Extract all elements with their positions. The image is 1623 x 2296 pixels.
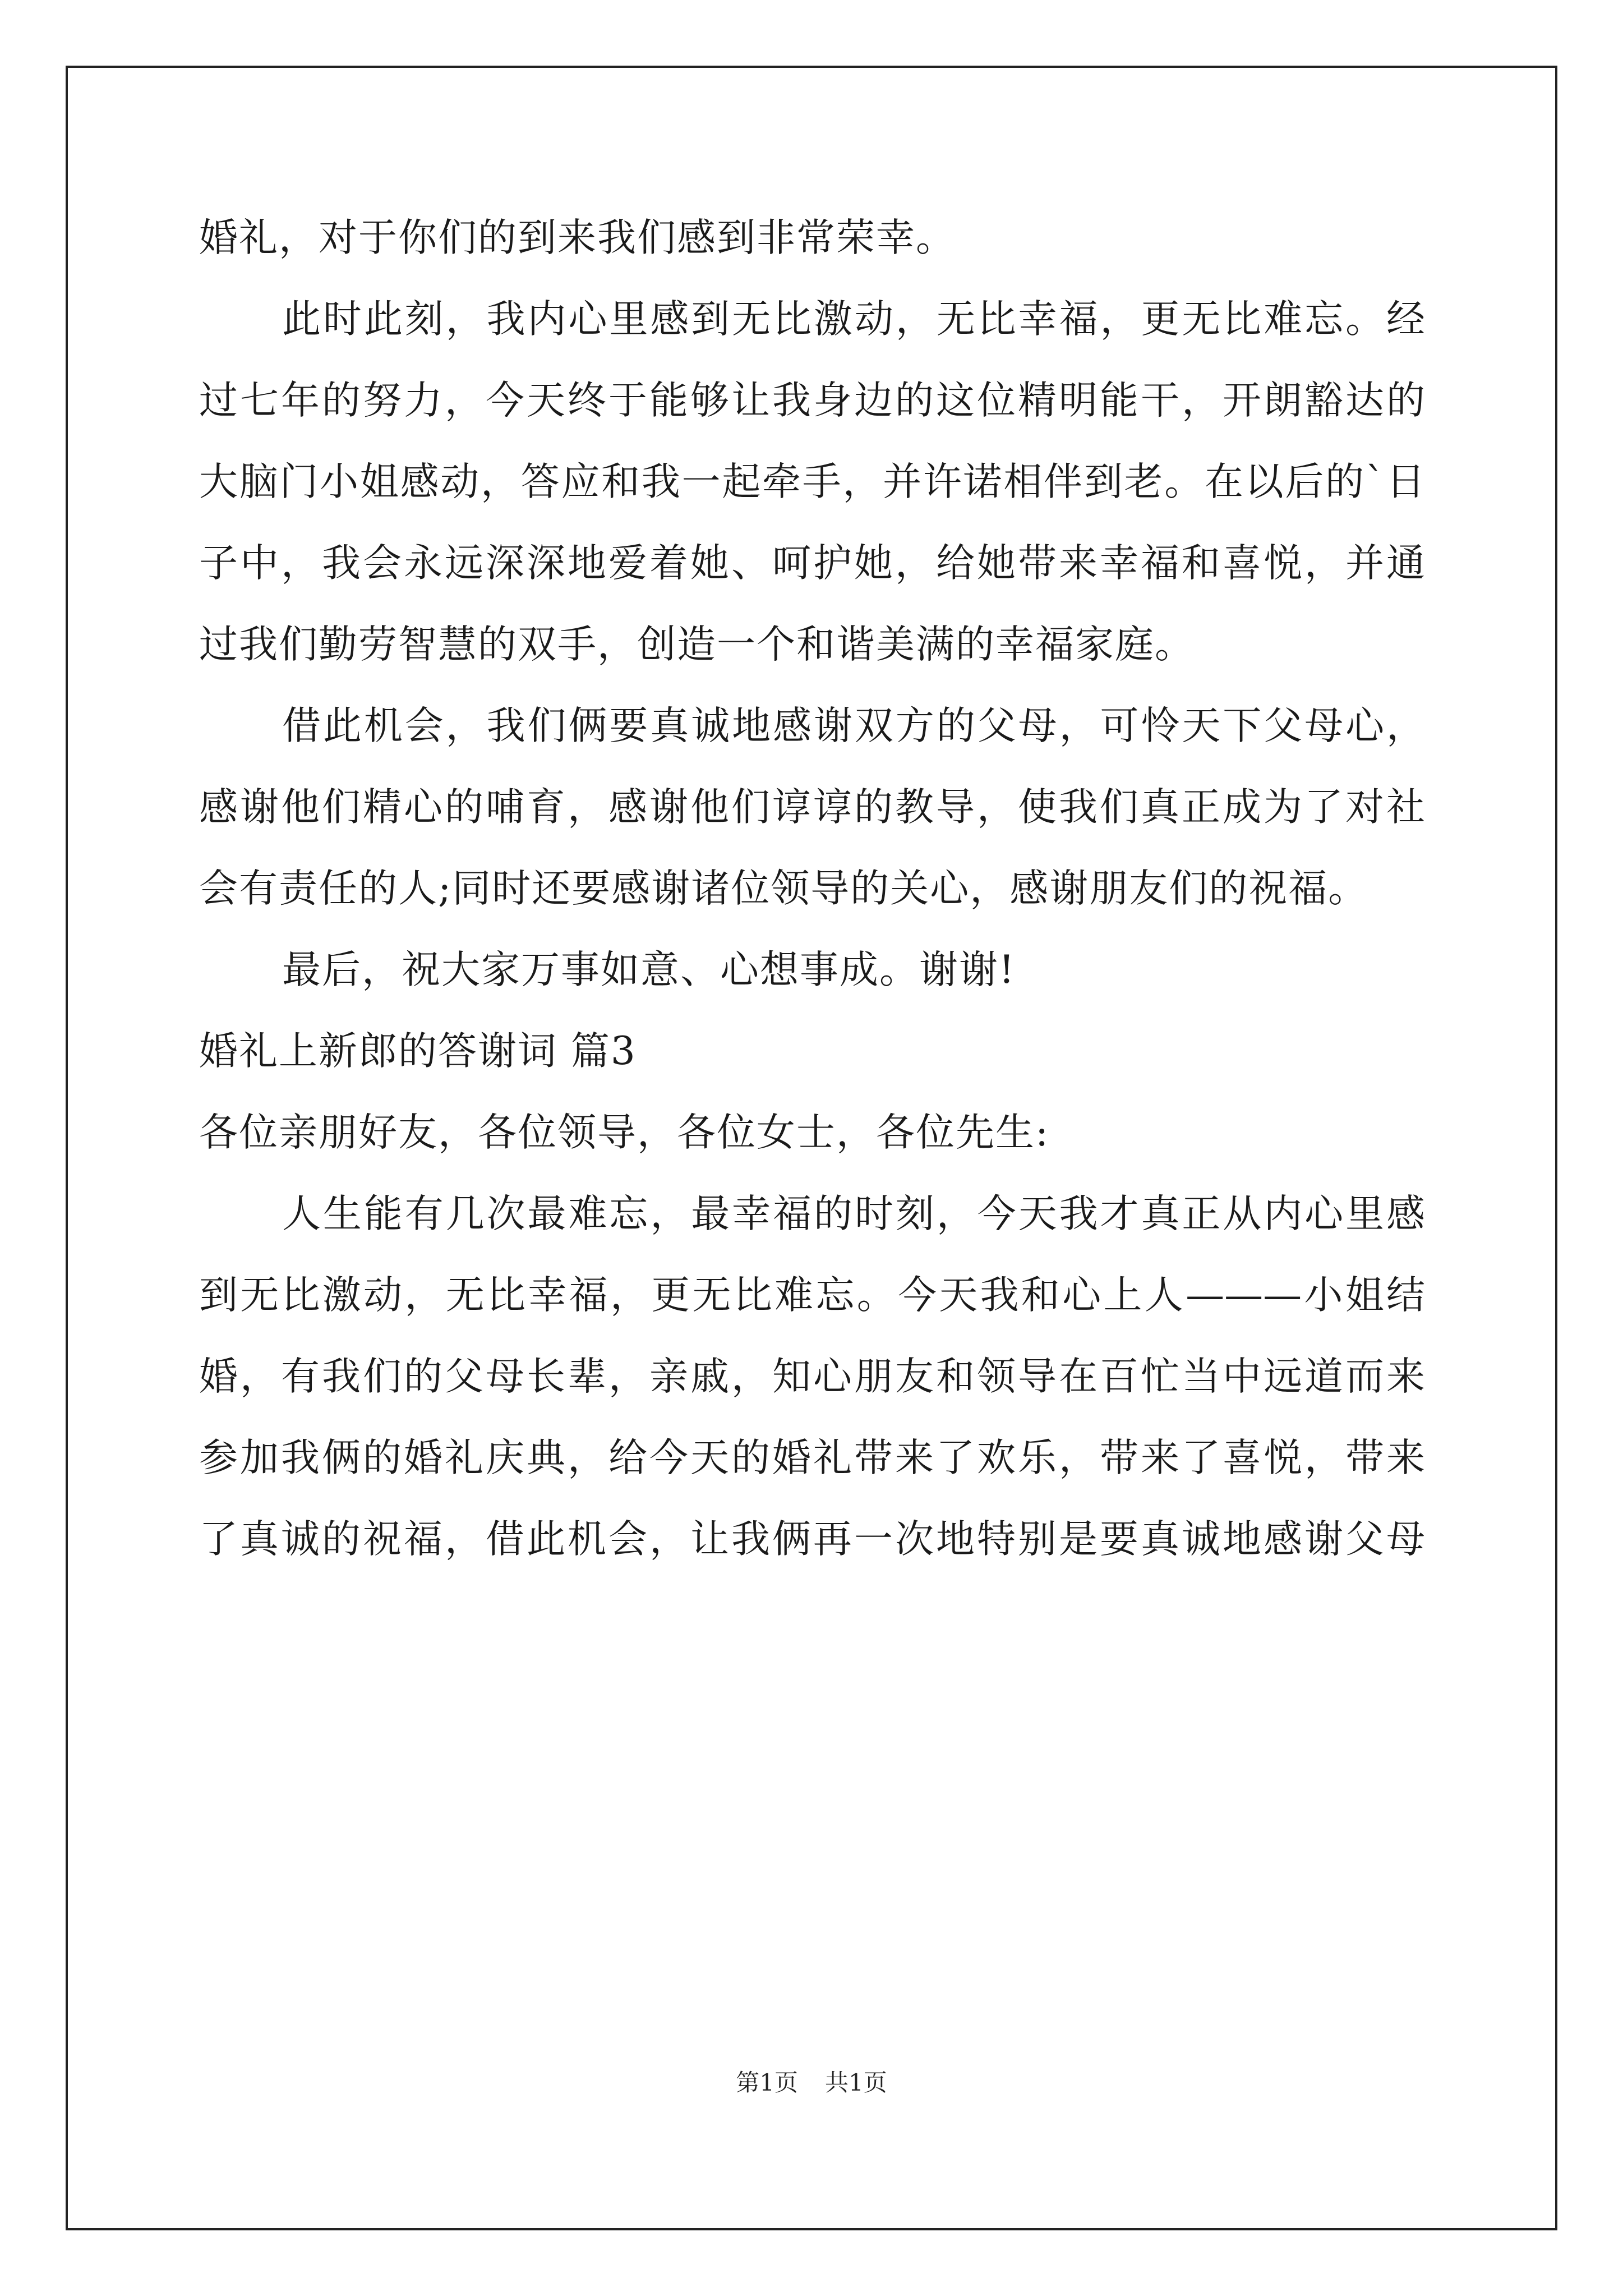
paragraph-line: 感谢他们精心的哺育，感谢他们谆谆的教导，使我们真正成为了对社 xyxy=(199,785,1425,830)
paragraph-line: 人生能有几次最难忘，最幸福的时刻，今天我才真正从内心里感 xyxy=(282,1191,1425,1236)
page-number-current: 第1页 xyxy=(736,2069,798,2096)
paragraph-line: 过我们勤劳智慧的双手，创造一个和谐美满的幸福家庭。 xyxy=(199,622,1195,667)
paragraph-line: 到无比激动，无比幸福，更无比难忘。今天我和心上人———小姐结 xyxy=(199,1273,1425,1318)
paragraph-line: 婚，有我们的父母长辈，亲戚，知心朋友和领导在百忙当中远道而来 xyxy=(199,1354,1425,1399)
page-footer xyxy=(0,2064,1623,2098)
paragraph-line: 了真诚的祝福，借此机会，让我俩再一次地特别是要真诚地感谢父母 xyxy=(199,1517,1425,1562)
paragraph-line: 会有责任的人;同时还要感谢诸位领导的关心，感谢朋友们的祝福。 xyxy=(199,866,1368,911)
document-body xyxy=(199,197,1425,1580)
paragraph-line: 过七年的努力，今天终于能够让我身边的这位精明能干，开朗豁达的 xyxy=(199,378,1425,423)
paragraph-line: 大脑门小姐感动，答应和我一起牵手，并许诺相伴到老。在以后的`日 xyxy=(199,459,1425,504)
paragraph-line: 子中，我会永远深深地爱着她、呵护她，给她带来幸福和喜悦，并通 xyxy=(199,541,1425,586)
paragraph-line: 参加我俩的婚礼庆典，给今天的婚礼带来了欢乐，带来了喜悦，带来 xyxy=(199,1435,1425,1480)
page-number-total: 共1页 xyxy=(825,2069,887,2096)
paragraph-line: 婚礼，对于你们的到来我们感到非常荣幸。 xyxy=(199,215,956,260)
paragraph-line: 最后，祝大家万事如意、心想事成。谢谢! xyxy=(282,947,1016,992)
paragraph-line: 借此机会，我们俩要真诚地感谢双方的父母，可怜天下父母心， xyxy=(282,703,1425,748)
paragraph-line: 此时此刻，我内心里感到无比激动，无比幸福，更无比难忘。经 xyxy=(282,297,1425,342)
paragraph-line: 各位亲朋好友，各位领导，各位女士，各位先生: xyxy=(199,1110,1050,1155)
section-heading: 婚礼上新郎的答谢词 篇3 xyxy=(199,1029,637,1074)
